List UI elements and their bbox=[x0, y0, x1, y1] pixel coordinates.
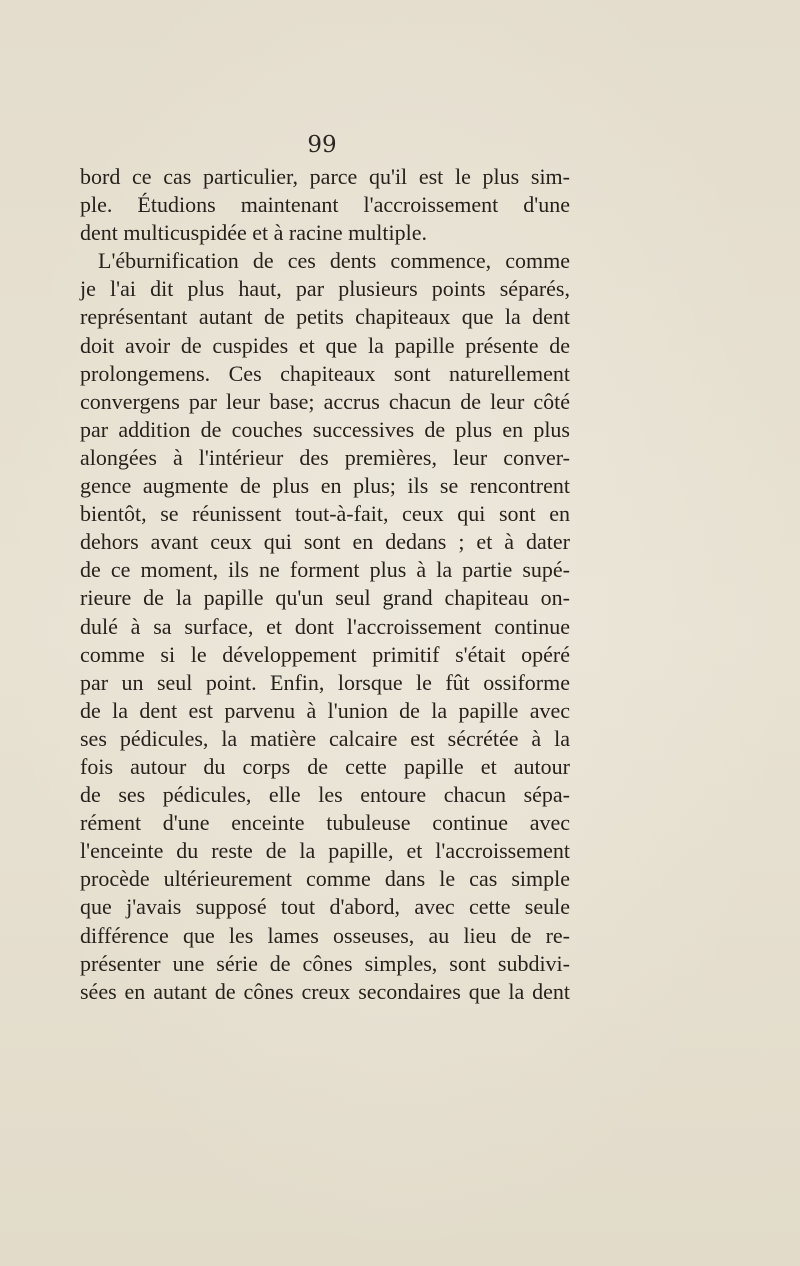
text-line: gence augmente de plus en plus; ils se rencontrent bbox=[80, 473, 570, 499]
text-line: dehors avant ceux qui sont en dedans ; et à dater bbox=[80, 529, 570, 555]
page-number: 99 bbox=[307, 132, 337, 158]
text-line: rieure de la papille qu'un seul grand chapiteau on- bbox=[80, 585, 570, 611]
text-line: ses pédicules, la matière calcaire est sécrétée à la bbox=[80, 725, 570, 751]
text-line: dulé à sa surface, et dont l'accroissement continue bbox=[80, 613, 570, 639]
text-line: de ses pédicules, elle les entoure chacun sépa- bbox=[80, 782, 570, 808]
text-line: différence que les lames osseuses, au lieu de re- bbox=[80, 922, 570, 948]
text-line: doit avoir de cuspides et que la papille présente de bbox=[80, 332, 570, 358]
text-line: représentant autant de petits chapiteaux que la dent bbox=[80, 304, 570, 330]
text-line: l'enceinte du reste de la papille, et l'accroissement bbox=[80, 838, 570, 864]
text-line: bientôt, se réunissent tout-à-fait, ceux qui sont en bbox=[80, 501, 570, 527]
text-line: par addition de couches successives de plus en plus bbox=[80, 416, 570, 442]
text-line: ple. Étudions maintenant l'accroissement d'une bbox=[80, 192, 570, 218]
text-line: fois autour du corps de cette papille et autour bbox=[80, 753, 570, 779]
text-line: alongées à l'intérieur des premières, leur conver- bbox=[80, 444, 570, 470]
text-line: je l'ai dit plus haut, par plusieurs points séparés, bbox=[80, 276, 570, 302]
body-text bbox=[80, 163, 570, 1006]
paragraph-start-line: L'éburnification de ces dents commence, comme bbox=[98, 248, 570, 274]
text-line: sées en autant de cônes creux secondaires que la dent bbox=[80, 978, 570, 1004]
text-line: de la dent est parvenu à l'union de la papille avec bbox=[80, 697, 570, 723]
text-line: prolongemens. Ces chapiteaux sont naturellement bbox=[80, 360, 570, 386]
text-line: que j'avais supposé tout d'abord, avec cette seule bbox=[80, 894, 570, 920]
text-line: dent multicuspidée et à racine multiple. bbox=[80, 220, 427, 246]
text-line: par un seul point. Enfin, lorsque le fût ossiforme bbox=[80, 669, 570, 695]
text-line: procède ultérieurement comme dans le cas simple bbox=[80, 866, 570, 892]
text-line: convergens par leur base; accrus chacun de leur côté bbox=[80, 388, 570, 414]
text-line: rément d'une enceinte tubuleuse continue avec bbox=[80, 810, 570, 836]
text-line: comme si le développement primitif s'était opéré bbox=[80, 641, 570, 667]
text-line: bord ce cas particulier, parce qu'il est le plus sim- bbox=[80, 164, 570, 189]
text-line: présenter une série de cônes simples, sont subdivi- bbox=[80, 950, 570, 976]
text-line: de ce moment, ils ne forment plus à la partie supé- bbox=[80, 557, 570, 583]
